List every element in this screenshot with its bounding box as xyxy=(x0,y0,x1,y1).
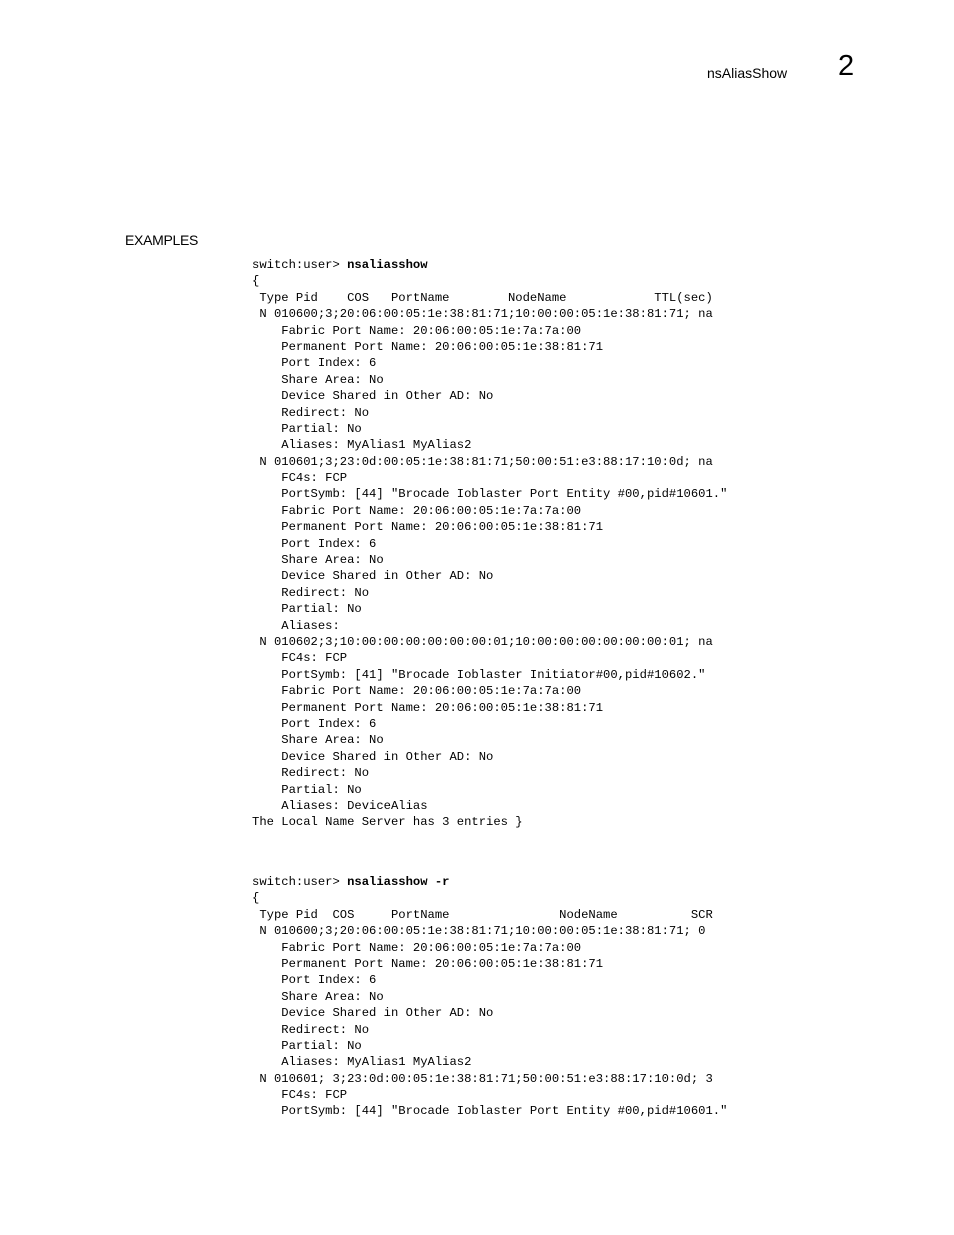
output-line: N 010602;3;10:00:00:00:00:00:00:01;10:00:00:00:00:00:00:01; na xyxy=(252,634,713,649)
output-line: Permanent Port Name: 20:06:00:05:1e:38:81:71 xyxy=(252,339,604,354)
command-line xyxy=(252,257,727,273)
output-line: PortSymb: [44] "Brocade Ioblaster Port Entity #00,pid#10601." xyxy=(252,487,728,502)
output-line: Fabric Port Name: 20:06:00:05:1e:7a:7a:00 xyxy=(252,684,582,699)
output-line: N 010601; 3;23:0d:00:05:1e:38:81:71;50:00:51:e3:88:17:10:0d; 3 xyxy=(252,1071,713,1086)
output-line: PortSymb: [44] "Brocade Ioblaster Port Entity #00,pid#10601." xyxy=(252,1104,728,1119)
output-line: { xyxy=(252,274,260,289)
output-line: Device Shared in Other AD: No xyxy=(252,569,494,584)
output-line: Share Area: No xyxy=(252,372,384,387)
output-line: Fabric Port Name: 20:06:00:05:1e:7a:7a:00 xyxy=(252,503,582,518)
output-line: Aliases: xyxy=(252,618,340,633)
output-line: Redirect: No xyxy=(252,766,370,781)
output-line: Redirect: No xyxy=(252,1022,370,1037)
code-example-1 xyxy=(252,257,727,831)
output-line: Permanent Port Name: 20:06:00:05:1e:38:81:71 xyxy=(252,700,604,715)
output-line: Port Index: 6 xyxy=(252,536,377,551)
command-line xyxy=(252,874,727,890)
command-text: nsaliasshow -r xyxy=(347,875,450,889)
output-line: Share Area: No xyxy=(252,733,384,748)
chapter-number: 2 xyxy=(838,50,855,82)
output-line: Device Shared in Other AD: No xyxy=(252,749,494,764)
output-line: { xyxy=(252,891,260,906)
output-line: FC4s: FCP xyxy=(252,1088,348,1103)
command-prompt: switch:user> xyxy=(252,258,348,272)
output-line: Permanent Port Name: 20:06:00:05:1e:38:81:71 xyxy=(252,956,604,971)
output-line: Type Pid COS PortName NodeName SCR xyxy=(252,907,713,922)
output-line: Share Area: No xyxy=(252,553,384,568)
output-line: N 010600;3;20:06:00:05:1e:38:81:71;10:00:00:05:1e:38:81:71; 0 xyxy=(252,924,706,939)
code-example-2 xyxy=(252,874,727,1120)
running-header-title: nsAliasShow xyxy=(707,65,788,81)
output-line: Permanent Port Name: 20:06:00:05:1e:38:81:71 xyxy=(252,520,604,535)
output-line: N 010600;3;20:06:00:05:1e:38:81:71;10:00:00:05:1e:38:81:71; na xyxy=(252,307,713,322)
output-line: Type Pid COS PortName NodeName TTL(sec) xyxy=(252,290,713,305)
output-line: PortSymb: [41] "Brocade Ioblaster Initiator#00,pid#10602." xyxy=(252,667,706,682)
output-line: Partial: No xyxy=(252,602,362,617)
output-line: Device Shared in Other AD: No xyxy=(252,389,494,404)
section-heading-examples: EXAMPLES xyxy=(125,232,199,248)
command-prompt: switch:user> xyxy=(252,875,348,889)
output-line: Fabric Port Name: 20:06:00:05:1e:7a:7a:00 xyxy=(252,940,582,955)
output-line: Fabric Port Name: 20:06:00:05:1e:7a:7a:00 xyxy=(252,323,582,338)
output-line: Aliases: MyAlias1 MyAlias2 xyxy=(252,438,472,453)
output-line: Aliases: DeviceAlias xyxy=(252,798,428,813)
output-line: FC4s: FCP xyxy=(252,471,348,486)
output-line: Aliases: MyAlias1 MyAlias2 xyxy=(252,1055,472,1070)
output-line: N 010601;3;23:0d:00:05:1e:38:81:71;50:00:51:e3:88:17:10:0d; na xyxy=(252,454,713,469)
output-line: Share Area: No xyxy=(252,989,384,1004)
output-line: Port Index: 6 xyxy=(252,356,377,371)
output-line: FC4s: FCP xyxy=(252,651,348,666)
output-line: Redirect: No xyxy=(252,585,370,600)
output-line: The Local Name Server has 3 entries } xyxy=(252,815,523,830)
output-line: Redirect: No xyxy=(252,405,370,420)
command-text: nsaliasshow xyxy=(347,258,428,272)
output-line: Partial: No xyxy=(252,782,362,797)
output-line: Partial: No xyxy=(252,421,362,436)
output-line: Port Index: 6 xyxy=(252,973,377,988)
output-line: Partial: No xyxy=(252,1038,362,1053)
output-line: Device Shared in Other AD: No xyxy=(252,1006,494,1021)
output-line: Port Index: 6 xyxy=(252,716,377,731)
